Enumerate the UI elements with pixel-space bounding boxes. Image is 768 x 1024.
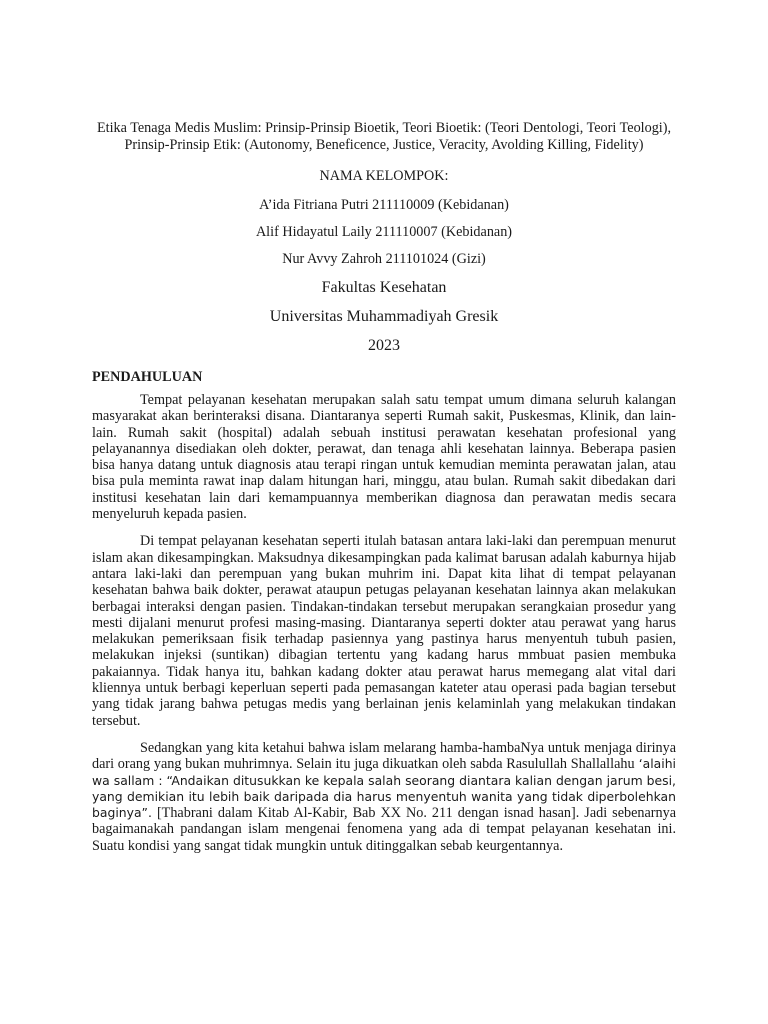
paragraph-2: Di tempat pelayanan kesehatan seperti itulah batasan antara laki-laki dan perempuan menurut islam akan dikesampingkan. Maksudnya dikesampingkan pada kalimat barusan adalah kaburnya hijab antara laki-laki dan perempuan yang bukan muhrim ini. Dapat kita lihat di tempat pelayanan kesehatan bahwa baik dokter, perawat ataupun petugas pelayanan kesehatan lainnya akan melakukan berbagai interaksi dengan pasien. Tindakan-tindakan tersebut merupakan serangkaian prosedur yang mesti dijalani menurut profesi masing-masing. Diantaranya seperti dokter atau perawat yang harus melakukan pemeriksaan fisik terhadap pasiennya yang pastinya harus menyentuh tubuh pasien, melakukan injeksi (suntikan) dibagian tertentu yang kadang harus mmbuat pasien membuka pakaiannya. Tidak hanya itu, bahkan kadang dokter atau perawat harus memegang alat vital dari kliennya untuk berbagi keperluan seperti pada pemasangan kateter atau operasi pada bagian tersebut yang tidak jarang bahwa petugas medis yang berlainan jenis kelaminlah yang melakukan tindakan tersebut. — [92, 533, 676, 729]
document-title: Etika Tenaga Medis Muslim: Prinsip-Prinsip Bioetik, Teori Bioetik: (Teori Dentologi, Teori Teologi), Prinsip-Prinsip Etik: (Autonomy, Beneficence, Justice, Veracity, Avolding Killing, Fidelity) — [96, 120, 672, 153]
document-year: 2023 — [368, 337, 400, 354]
group-label: NAMA KELOMPOK: — [319, 168, 449, 184]
paragraph-3-part-1: Sedangkan yang kita ketahui bahwa islam melarang hamba-hambaNya untuk menjaga dirinya dari orang yang bukan muhrimnya. Selain itu juga dikuatkan oleh sabda Rasulullah Shallallahu — [92, 739, 676, 773]
member-line: Alif Hidayatul Laily 211110007 (Kebidanan) — [255, 224, 513, 240]
hadith-quote: ‘alaihi wa sallam : “Andaikan ditusukkan ke kepala salah seorang diantara kalian dengan jarum besi, yang demikian itu lebih baik daripada dia harus menyentuh wanita yang tidak diperbolehkan baginya”. — [92, 756, 677, 821]
paragraph-1: Tempat pelayanan kesehatan merupakan salah satu tempat umum dimana seluruh kalangan masyarakat akan berinteraksi disana. Diantaranya seperti Rumah sakit, Puskesmas, Klinik, dan lain-lain. Rumah sakit (hospital) adalah sebuah institusi perawatan kesehatan profesional yang pelayanannya disediakan oleh dokter, perawat, dan tenaga ahli kesehatan lainnya. Beberapa pasien bisa hanya datang untuk diagnosis atau terapi ringan untuk kemudian meminta perawatan jalan, atau bisa pula meminta rawat inap dalam hitungan hari, minggu, atau bulan. Rumah sakit dibedakan dari institusi kesehatan lain dari kemampuannya memberikan diagnosa dan perawatan medis secara menyeluruh kepada pasien. — [92, 392, 676, 523]
section-heading: PENDAHULUAN — [92, 369, 203, 385]
member-line: A’ida Fitriana Putri 211110009 (Kebidanan) — [259, 197, 509, 213]
faculty-name: Fakultas Kesehatan — [321, 279, 447, 296]
document-page — [92, 120, 676, 865]
paragraph-3-part-2: [Thabrani dalam Kitab Al-Kabir, Bab XX No. 211 dengan isnad hasan]. Jadi sebenarnya bagaimanakah pandangan islam mengenai fenomena yang ada di tempat pelayanan kesehatan ini. Suatu kondisi yang sangat tidak mungkin untuk ditinggalkan sebab keurgentannya. — [92, 805, 676, 854]
paragraph-3 — [92, 740, 676, 854]
member-line: Nur Avvy Zahroh 211101024 (Gizi) — [282, 251, 486, 267]
university-name: Universitas Muhammadiyah Gresik — [269, 308, 499, 325]
